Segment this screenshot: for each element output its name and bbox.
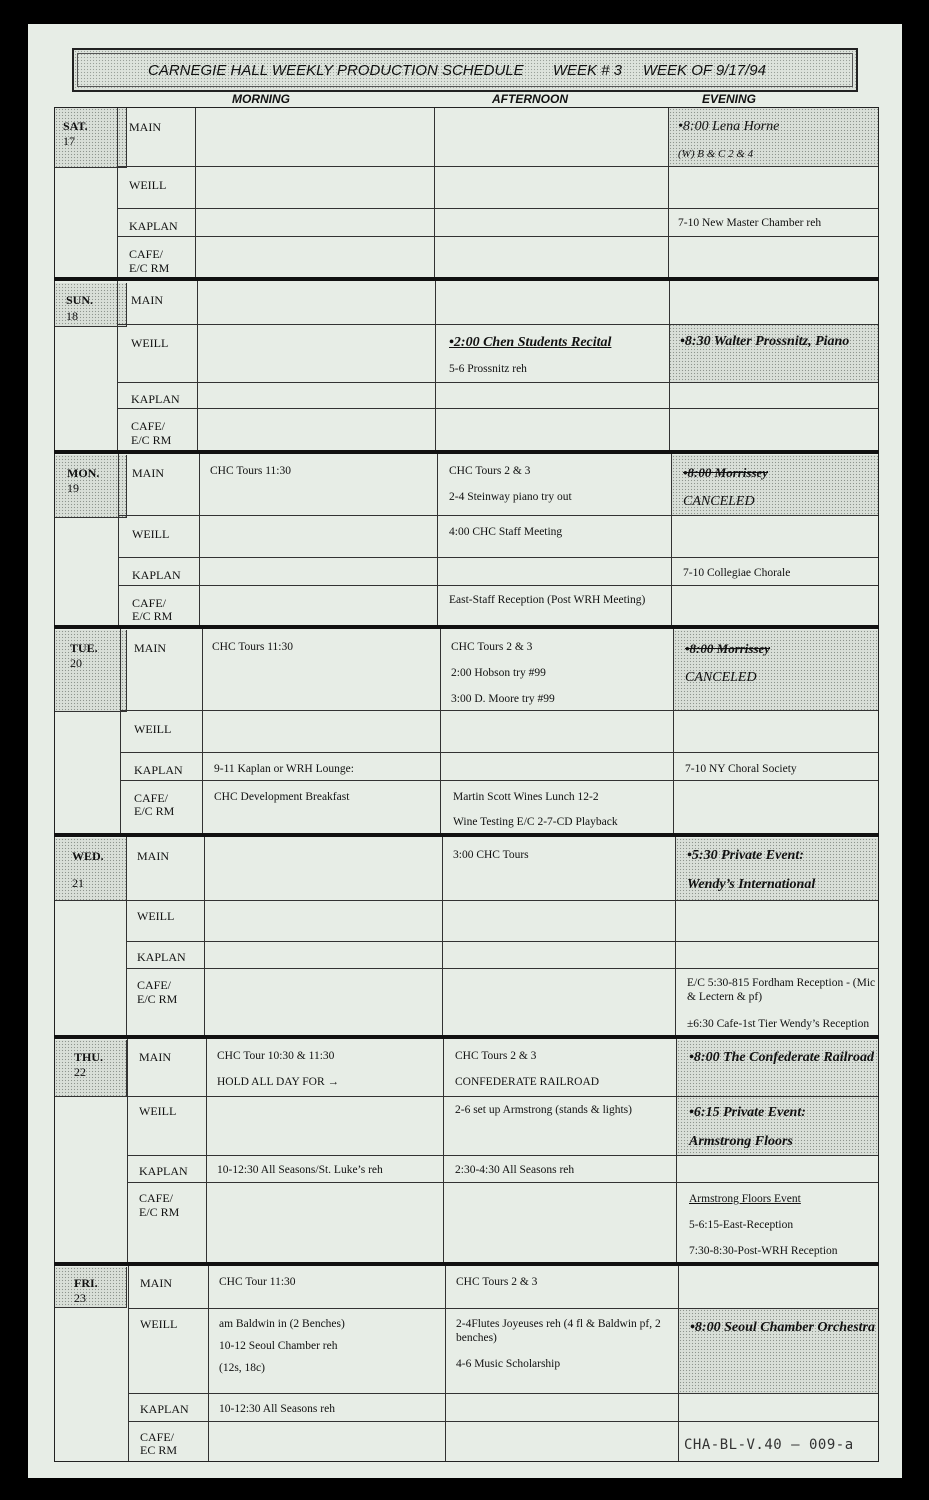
event-title: •8:00 Lena Horne bbox=[678, 119, 780, 134]
venue-weill: WEILL bbox=[129, 178, 167, 192]
schedule-entry: E/C 5:30-815 Fordham Reception - (Mic & Lectern & pf) bbox=[687, 977, 876, 1003]
row-line bbox=[128, 1421, 878, 1422]
col-line bbox=[443, 1039, 444, 1262]
day-label-mon: MON. bbox=[67, 466, 100, 480]
venue-cafe: CAFE/ bbox=[129, 247, 164, 261]
schedule-entry: CHC Tour 10:30 & 11:30 bbox=[217, 1050, 335, 1062]
schedule-entry: 3:00 D. Moore try #99 bbox=[451, 693, 555, 705]
day-separator bbox=[54, 1262, 879, 1266]
schedule-entry: 10-12:30 All Seasons/St. Luke’s reh bbox=[217, 1164, 383, 1176]
day-label-wed: WED. bbox=[72, 849, 104, 863]
schedule-entry: 7:30-8:30-Post-WRH Reception bbox=[689, 1245, 838, 1257]
col-line bbox=[204, 837, 205, 1035]
event-title: •8:00 The Confederate Railroad bbox=[689, 1050, 874, 1065]
schedule-entry: Armstrong Floors Event bbox=[689, 1193, 801, 1205]
schedule-entry: CHC Development Breakfast bbox=[214, 791, 350, 803]
venue-kaplan: KAPLAN bbox=[140, 1402, 189, 1416]
venue-cafe: CAFE/ bbox=[140, 1430, 175, 1444]
col-line bbox=[442, 837, 443, 1035]
schedule-entry: 3:00 CHC Tours bbox=[453, 849, 529, 861]
col-line bbox=[195, 108, 196, 277]
day-number-wed: 21 bbox=[72, 876, 84, 890]
col-line bbox=[671, 454, 672, 625]
column-header-morning: MORNING bbox=[232, 92, 290, 106]
day-label-thu: THU. bbox=[74, 1050, 104, 1064]
col-line bbox=[117, 281, 118, 450]
venue-main: MAIN bbox=[129, 120, 161, 134]
column-header-afternoon: AFTERNOON bbox=[492, 92, 568, 106]
row-line bbox=[126, 900, 878, 901]
day-separator bbox=[54, 450, 879, 454]
schedule-entry: 10-12 Seoul Chamber reh bbox=[219, 1340, 338, 1352]
col-line bbox=[206, 1039, 207, 1262]
col-line bbox=[445, 1266, 446, 1461]
event-title: •5:30 Private Event: bbox=[687, 848, 804, 863]
page-title: CARNEGIE HALL WEEKLY PRODUCTION SCHEDULE WEEK # 3 WEEK OF 9/17/94 bbox=[148, 61, 766, 79]
venue-cafe: CAFE/ bbox=[132, 596, 167, 610]
col-line bbox=[676, 1039, 677, 1262]
schedule-entry: Martin Scott Wines Lunch 12-2 bbox=[453, 791, 599, 803]
row-line bbox=[127, 1155, 878, 1156]
schedule-entry: 2:00 Hobson try #99 bbox=[451, 667, 546, 679]
day-cell-wed bbox=[55, 838, 127, 901]
venue-main: MAIN bbox=[137, 849, 169, 863]
event-status: CANCELED bbox=[685, 670, 757, 685]
column-header-evening: EVENING bbox=[702, 92, 757, 106]
venue-kaplan: KAPLAN bbox=[139, 1164, 188, 1178]
venue-cafe: CAFE/ bbox=[139, 1191, 174, 1205]
schedule-entry: HOLD ALL DAY FOR → bbox=[217, 1076, 340, 1088]
day-label-tue: TUE. bbox=[70, 641, 98, 655]
row-line bbox=[120, 752, 878, 753]
venue-main: MAIN bbox=[140, 1276, 172, 1290]
col-line bbox=[669, 281, 670, 450]
venue-weill: WEILL bbox=[132, 527, 170, 541]
schedule-entry: CHC Tours 2 & 3 bbox=[456, 1276, 538, 1288]
col-line bbox=[120, 629, 121, 833]
schedule-entry: Wine Testing E/C 2-7-CD Playback bbox=[453, 816, 618, 828]
day-separator bbox=[54, 1035, 879, 1039]
venue-cafe: CAFE/ bbox=[137, 978, 172, 992]
col-line bbox=[668, 108, 669, 277]
row-line bbox=[127, 1096, 878, 1097]
col-line bbox=[673, 629, 674, 833]
venue-main: MAIN bbox=[134, 641, 166, 655]
venue-main: MAIN bbox=[132, 466, 164, 480]
row-line bbox=[118, 515, 878, 516]
day-separator bbox=[54, 277, 879, 281]
venue-cafe: CAFE/ bbox=[131, 419, 166, 433]
col-line bbox=[435, 281, 436, 450]
venue-kaplan: KAPLAN bbox=[134, 763, 183, 777]
event-subtitle: Wendy’s International bbox=[687, 877, 816, 892]
event-title: •8:00 Morrissey bbox=[683, 465, 769, 480]
row-line bbox=[120, 710, 878, 711]
venue-ecrm: E/C RM bbox=[129, 261, 170, 275]
schedule-entry: 2-6 set up Armstrong (stands & lights) bbox=[455, 1104, 632, 1116]
schedule-entry: 10-12:30 All Seasons reh bbox=[219, 1403, 335, 1415]
venue-weill: WEILL bbox=[140, 1317, 178, 1331]
schedule-entry: 5-6:15-East-Reception bbox=[689, 1219, 794, 1231]
row-line bbox=[118, 585, 878, 586]
venue-ecrm: EC RM bbox=[140, 1443, 178, 1457]
schedule-entry: 4-6 Music Scholarship bbox=[456, 1358, 561, 1370]
row-line bbox=[117, 382, 878, 383]
row-line bbox=[117, 236, 878, 237]
row-line bbox=[118, 557, 878, 558]
schedule-entry: CONFEDERATE RAILROAD bbox=[455, 1076, 600, 1088]
schedule-entry: CHC Tours 2 & 3 bbox=[451, 641, 533, 653]
schedule-grid bbox=[54, 107, 879, 1462]
col-line bbox=[126, 837, 127, 1035]
schedule-entry: 7-10 New Master Chamber reh bbox=[678, 217, 822, 229]
row-line bbox=[117, 208, 878, 209]
schedule-entry: 4:00 CHC Staff Meeting bbox=[449, 526, 563, 538]
schedule-entry: 7-10 NY Choral Society bbox=[685, 763, 797, 775]
venue-kaplan: KAPLAN bbox=[131, 392, 180, 406]
row-line bbox=[126, 968, 878, 969]
event-title: •8:00 Seoul Chamber Orchestra bbox=[690, 1320, 875, 1335]
col-line bbox=[118, 454, 119, 625]
event-note: (W) B & C 2 & 4 bbox=[678, 148, 754, 160]
event-title: •8:00 Morrissey bbox=[685, 641, 771, 656]
col-line bbox=[202, 629, 203, 833]
row-line bbox=[126, 941, 878, 942]
event-subtitle: Armstrong Floors bbox=[689, 1134, 793, 1149]
schedule-entry: 9-11 Kaplan or WRH Lounge: bbox=[214, 763, 354, 775]
schedule-entry: 2:30-4:30 All Seasons reh bbox=[455, 1164, 575, 1176]
venue-kaplan: KAPLAN bbox=[132, 568, 181, 582]
day-separator bbox=[54, 625, 879, 629]
day-cell-thu bbox=[55, 1040, 127, 1097]
day-separator bbox=[54, 833, 879, 837]
day-label-sat: SAT. bbox=[63, 119, 88, 133]
col-line bbox=[675, 837, 676, 1035]
row-line bbox=[128, 1308, 878, 1309]
venue-kaplan: KAPLAN bbox=[129, 219, 178, 233]
venue-weill: WEILL bbox=[139, 1104, 177, 1118]
handwritten-catalog-note: CHA-BL-V.40 — 009-a bbox=[684, 1437, 854, 1453]
schedule-entry: am Baldwin in (2 Benches) bbox=[219, 1318, 345, 1330]
venue-weill: WEILL bbox=[134, 722, 172, 736]
schedule-entry: East-Staff Reception (Post WRH Meeting) bbox=[449, 594, 646, 606]
row-line bbox=[117, 166, 878, 167]
schedule-entry: ±6:30 Cafe-1st Tier Wendy’s Reception bbox=[687, 1018, 870, 1030]
row-line bbox=[120, 780, 878, 781]
day-number-mon: 19 bbox=[67, 481, 79, 495]
col-line bbox=[678, 1266, 679, 1461]
day-number-sat: 17 bbox=[63, 134, 75, 148]
venue-main: MAIN bbox=[139, 1050, 171, 1064]
event-status: CANCELED bbox=[683, 494, 755, 509]
schedule-entry: 7-10 Collegiae Chorale bbox=[683, 567, 791, 579]
schedule-entry: CHC Tours 2 & 3 bbox=[455, 1050, 537, 1062]
day-number-fri: 23 bbox=[74, 1291, 86, 1305]
schedule-entry: (12s, 18c) bbox=[219, 1362, 265, 1374]
venue-ecrm: E/C RM bbox=[132, 609, 173, 623]
col-line bbox=[434, 108, 435, 277]
venue-main: MAIN bbox=[131, 293, 163, 307]
col-line bbox=[199, 454, 200, 625]
col-line bbox=[208, 1266, 209, 1461]
row-line bbox=[127, 1182, 878, 1183]
col-line bbox=[128, 1266, 129, 1461]
day-cell-mon bbox=[55, 455, 127, 518]
day-number-sun: 18 bbox=[66, 309, 78, 323]
schedule-entry: CHC Tours 11:30 bbox=[212, 641, 293, 653]
title-banner bbox=[72, 48, 858, 92]
schedule-entry: CHC Tours 11:30 bbox=[210, 465, 291, 477]
venue-ecrm: E/C RM bbox=[131, 433, 172, 447]
venue-ecrm: E/C RM bbox=[139, 1205, 180, 1219]
venue-kaplan: KAPLAN bbox=[137, 950, 186, 964]
schedule-entry: 2-4Flutes Joyeuses reh (4 fl & Baldwin pf, 2 benches) bbox=[456, 1318, 661, 1344]
day-number-thu: 22 bbox=[74, 1065, 86, 1079]
col-line bbox=[440, 629, 441, 833]
col-line bbox=[197, 281, 198, 450]
venue-weill: WEILL bbox=[137, 909, 175, 923]
row-line bbox=[117, 408, 878, 409]
day-number-tue: 20 bbox=[70, 656, 82, 670]
day-label-fri: FRI. bbox=[74, 1276, 98, 1290]
schedule-entry: 2-4 Steinway piano try out bbox=[449, 491, 572, 503]
event-title: •8:30 Walter Prossnitz, Piano bbox=[680, 334, 850, 349]
event-title: •6:15 Private Event: bbox=[689, 1105, 806, 1120]
event-title: •2:00 Chen Students Recital bbox=[449, 335, 612, 350]
schedule-entry: CHC Tours 2 & 3 bbox=[449, 465, 531, 477]
col-line bbox=[117, 108, 118, 277]
schedule-entry: 5-6 Prossnitz reh bbox=[449, 363, 527, 375]
row-line bbox=[128, 1393, 878, 1394]
venue-ecrm: E/C RM bbox=[137, 992, 178, 1006]
schedule-entry: CHC Tour 11:30 bbox=[219, 1276, 296, 1288]
col-line bbox=[437, 454, 438, 625]
venue-weill: WEILL bbox=[131, 336, 169, 350]
day-label-sun: SUN. bbox=[66, 293, 94, 307]
row-line bbox=[117, 324, 878, 325]
venue-ecrm: E/C RM bbox=[134, 804, 175, 818]
venue-cafe: CAFE/ bbox=[134, 791, 169, 805]
col-line bbox=[127, 1039, 128, 1262]
